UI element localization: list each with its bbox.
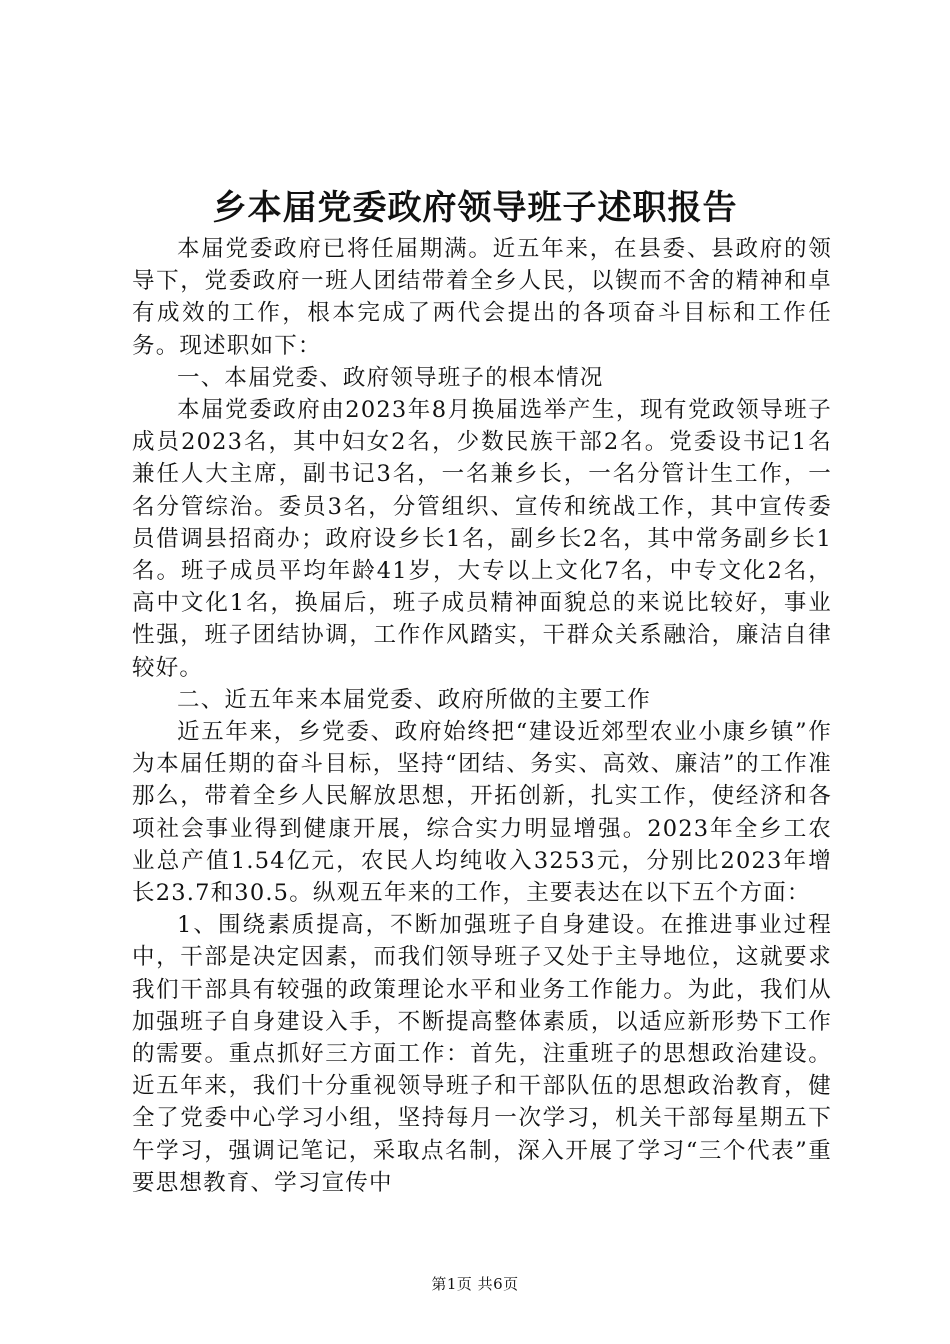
paragraph-team-overview: 本届党委政府由2023年8月换届选举产生，现有党政领导班子成员2023名，其中妇女2名，少数民族干部2名。党委设书记1名兼任人大主席，副书记3名，一名兼乡长，一名分管计生工作，一名分管综治。委员3名，分管组织、宣传和统战工作，其中宣传委员借调县招商办；政府设乡长1名，副乡长2名，其中常务副乡长1名。班子成员平均年龄41岁，大专以上文化7名，中专文化2名，高中文化1名，换届后，班子成员精神面貌总的来说比较好，事业性强，班子团结协调，工作作风踏实，干群众关系融洽，廉洁自律较好。 bbox=[132, 397, 832, 681]
paragraph-main-work: 近五年来，乡党委、政府始终把“建设近郊型农业小康乡镇”作为本届任期的奋斗目标，坚持“团结、务实、高效、廉洁”的工作准那么，带着全乡人民解放思想，开拓创新，扎实工作，使经济和各项社会事业得到健康开展，综合实力明显增强。2023年全乡工农业总产值1.54亿元，农民人均纯收入3253元，分别比2023年增长23.7和30.5。纵观五年来的工作，主要表达在以下五个方面： bbox=[132, 719, 832, 907]
paragraph-intro: 本届党委政府已将任届期满。近五年来，在县委、县政府的领导下，党委政府一班人团结带着全乡人民，以锲而不舍的精神和卓有成效的工作，根本完成了两代会提出的各项奋斗目标和工作任务。现述职如下： bbox=[132, 236, 832, 359]
section-heading-1: 一、本届党委、政府领导班子的根本情况 bbox=[177, 364, 604, 391]
section-heading-2: 二、近五年来本届党委、政府所做的主要工作 bbox=[177, 686, 652, 713]
document-title: 乡本届党委政府领导班子述职报告 bbox=[212, 188, 738, 228]
page-number: 第1页 共6页 bbox=[431, 1275, 519, 1293]
document-body bbox=[132, 233, 832, 1199]
paragraph-item-1: 1、围绕素质提高，不断加强班子自身建设。在推进事业过程中，干部是决定因素，而我们领导班子又处于主导地位，这就要求我们干部具有较强的政策理论水平和业务工作能力。为此，我们从加强班子自身建设入手，不断提高整体素质，以适应新形势下工作的需要。重点抓好三方面工作：首先，注重班子的思想政治建设。近五年来，我们十分重视领导班子和干部队伍的思想政治教育，健全了党委中心学习小组，坚持每月一次学习，机关干部每星期五下午学习，强调记笔记，采取点名制，深入开展了学习“三个代表”重要思想教育、学习宣传中 bbox=[132, 912, 832, 1196]
